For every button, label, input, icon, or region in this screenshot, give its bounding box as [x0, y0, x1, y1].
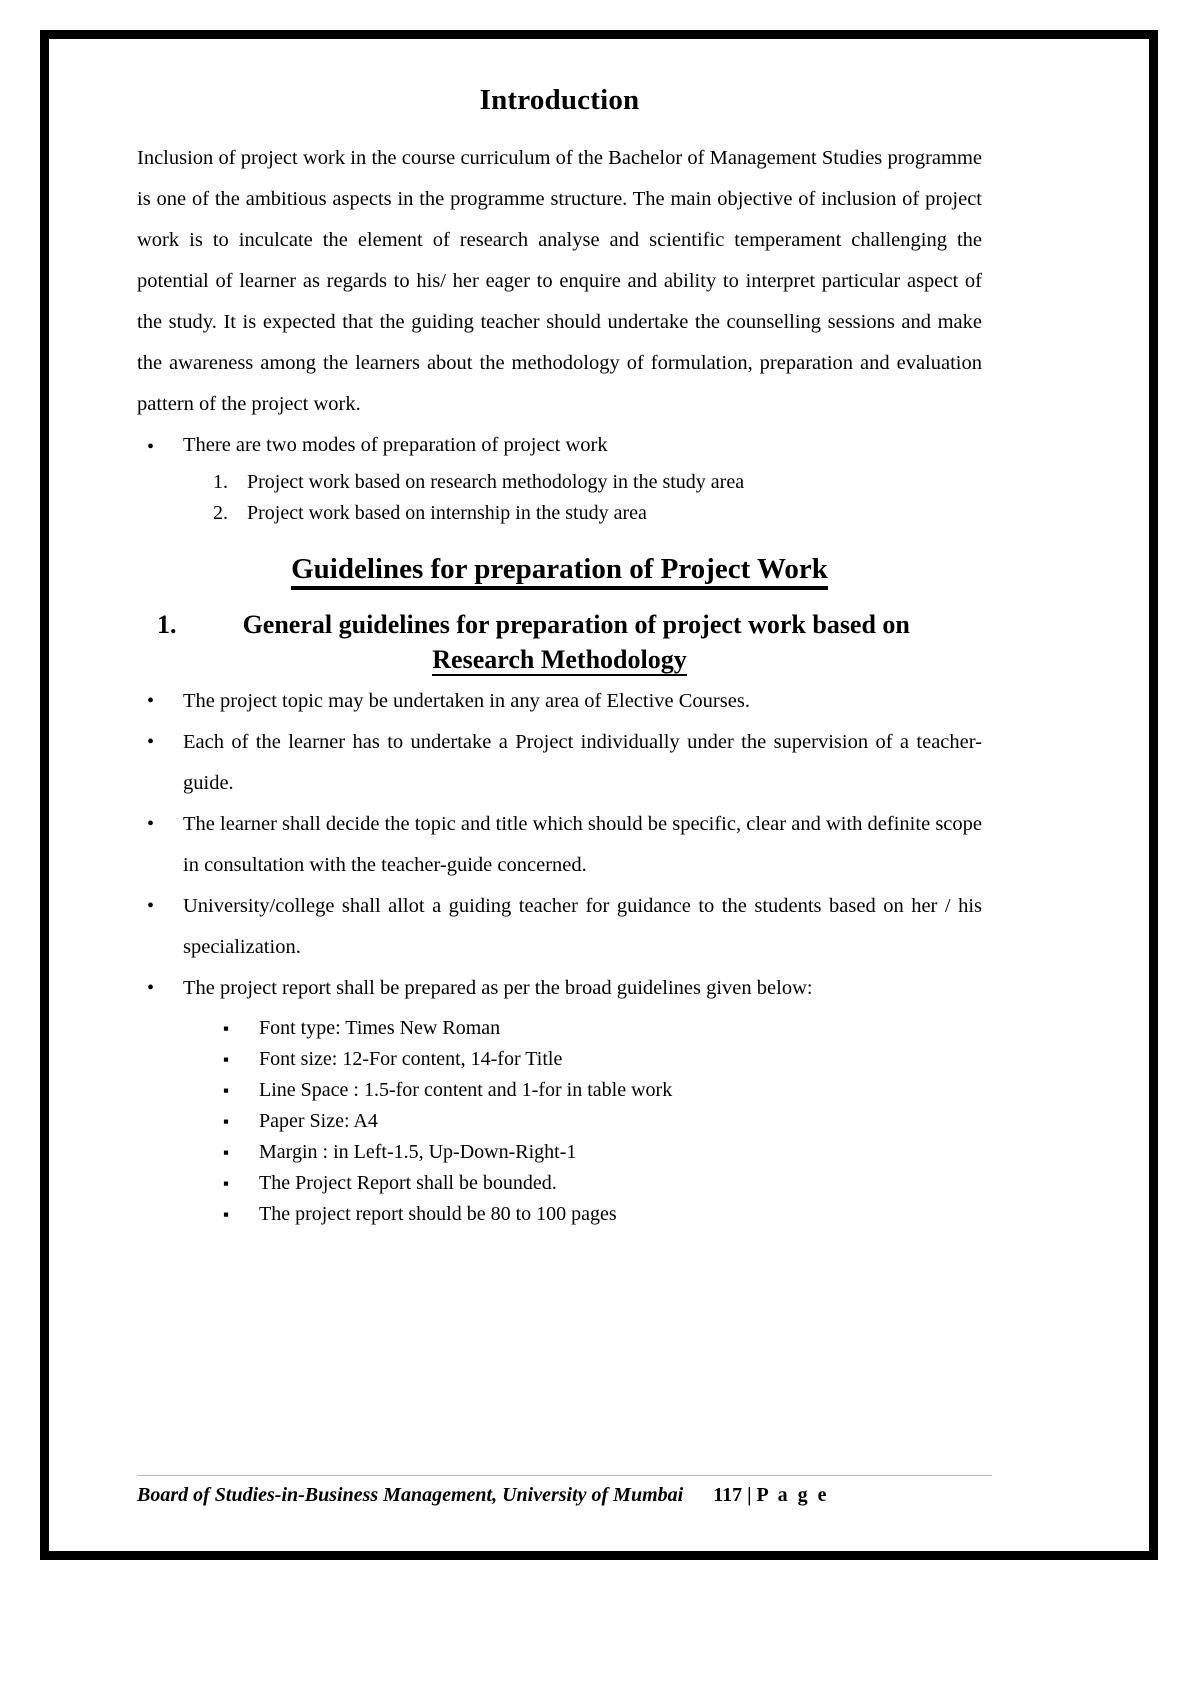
subsection-line-1: General guidelines for preparation of project work based on: [242, 610, 910, 640]
list-item: • The project report shall be prepared as per the broad guidelines given below:: [137, 968, 982, 1009]
scanned-page-frame: [40, 30, 1158, 1560]
list-item-label: Project work based on research methodology in the study area: [247, 470, 745, 493]
list-item: • The learner shall decide the topic and title which should be specific, clear and with definite scope in consultation with the teacher-guide concerned.: [137, 804, 982, 886]
page-footer: [137, 1475, 992, 1507]
guidelines-heading-text: Guidelines for preparation of Project Work: [291, 553, 828, 590]
footer-page-number: 117: [713, 1484, 743, 1506]
list-item: • The project topic may be undertaken in any area of Elective Courses.: [137, 681, 982, 722]
modes-numbered-list: [137, 467, 982, 529]
list-item: • University/college shall allot a guiding teacher for guidance to the students based on her / his specialization.: [137, 886, 982, 968]
list-item: ▪ Font size: 12-For content, 14-for Title: [223, 1044, 982, 1075]
page-whitespace: [137, 1230, 982, 1460]
list-item-number: 2.: [213, 501, 228, 524]
list-item: ▪ Line Space : 1.5-for content and 1-for in table work: [223, 1075, 982, 1106]
modes-bullet-list: [137, 427, 982, 463]
document-content: [137, 83, 982, 1460]
list-item: ▪ Paper Size: A4: [223, 1106, 982, 1137]
subsection-line-2: Research Methodology: [432, 645, 687, 675]
list-item: • There are two modes of preparation of project work: [137, 427, 982, 463]
list-item: [213, 467, 982, 498]
page-title: Introduction: [479, 84, 640, 116]
list-item: • Each of the learner has to undertake a Project individually under the supervision of a teacher-guide.: [137, 722, 982, 804]
list-item: [213, 498, 982, 529]
list-item-label: Project work based on internship in the study area: [247, 501, 647, 524]
list-item: ▪ The Project Report shall be bounded.: [223, 1168, 982, 1199]
guideline-bullet-list: [137, 681, 982, 1009]
footer-page-indicator: [713, 1484, 829, 1507]
list-item: ▪ The project report should be 80 to 100 pages: [223, 1199, 982, 1230]
footer-page-word: P a g e: [756, 1484, 829, 1506]
footer-separator: |: [747, 1484, 752, 1506]
list-item-number: 1.: [213, 470, 228, 493]
intro-paragraph: Inclusion of project work in the course curriculum of the Bachelor of Management Studies programme is one of the ambitious aspects in the programme structure. The main objective of inclusion of project work is to inculcate the element of research analyse and scientific temperament challenging the potential of learner as regards to his/ her eager to enquire and ability to interpret particular aspect of the study. It is expected that the guiding teacher should undertake the counselling sessions and make the awareness among the learners about the methodology of formulation, preparation and evaluation pattern of the project work.: [137, 146, 982, 415]
list-item: ▪ Margin : in Left-1.5, Up-Down-Right-1: [223, 1137, 982, 1168]
list-item: ▪ Font type: Times New Roman: [223, 1013, 982, 1044]
subsection-heading: [137, 607, 982, 677]
page-body: [49, 39, 1149, 1551]
report-spec-list: [137, 1013, 982, 1230]
subsection-number: 1.: [157, 610, 177, 640]
guidelines-heading: [137, 551, 982, 587]
footer-institution: Board of Studies-in-Business Management, University of Mumbai: [137, 1484, 684, 1506]
subsection-line-2-wrap: [143, 642, 976, 677]
